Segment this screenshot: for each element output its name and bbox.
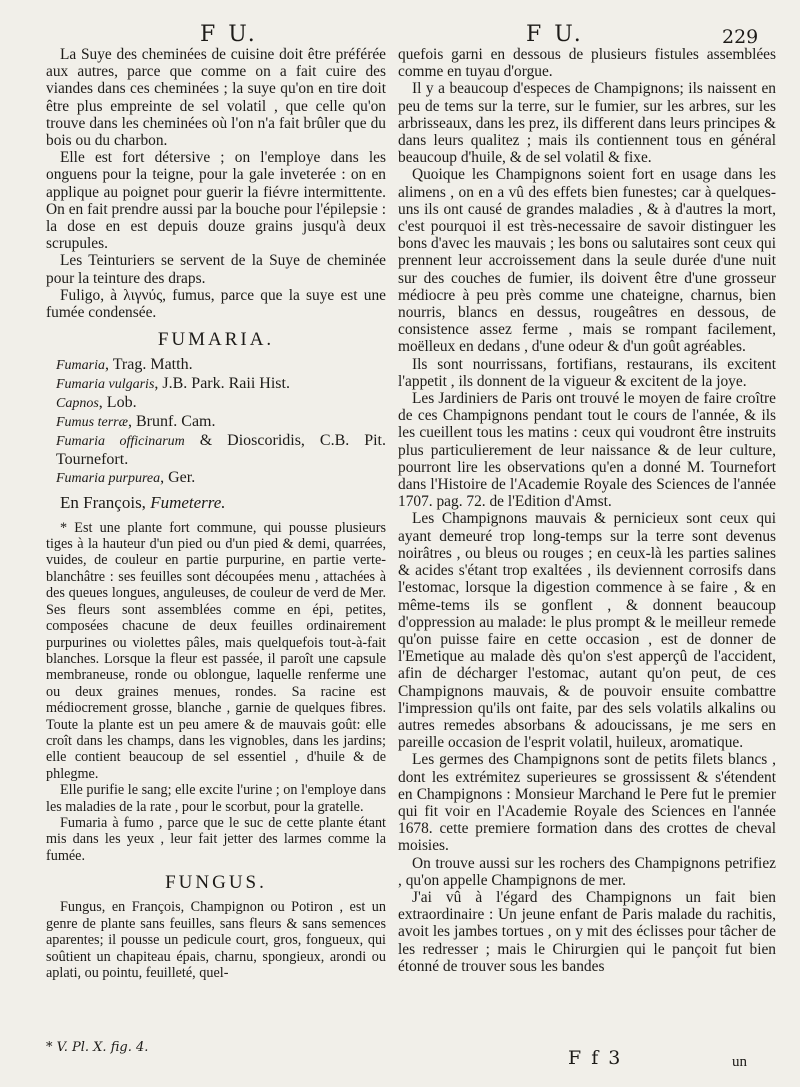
fumaria-heading: FUMARIA. (157, 329, 275, 351)
fumaria-uses: Elle purifie le sang; elle excite l'urine ; on l'employe dans les maladies de la rate , pour le scorbut, pour la gratelle. (46, 782, 386, 815)
paragraph: On trouve aussi sur les rochers des Champignons petrifiez , qu'on appelle Champignons de mer. (398, 854, 776, 889)
suye-paragraph: La Suye des cheminées de cuisine doit être préférée aux autres, parce que comme on a fait cuire des viandes dans ces cheminées ; la suye qu'on en tire doit être plus empreinte de sel volatil , que celle qu'on trouve dans les cheminées où l'on n'a fait brûler que du bois ou du charbon. (46, 46, 386, 150)
synonym-name: Fumaria officinarum (56, 434, 185, 450)
synonym-name: Fumaria purpurea (56, 471, 161, 487)
synonym-authors: , Lob. (98, 394, 137, 412)
synonym-authors: , J.B. Park. Raii Hist. (154, 375, 290, 393)
fungus-heading: FUNGUS. (165, 872, 267, 894)
synonym-line (46, 432, 386, 469)
right-column (398, 46, 776, 975)
suye-paragraph: Elle est fort détersive ; on l'employe dans les onguens pour la teigne, pour la gale inveterée : on en applique au poignet pour guerir la fiévre intermittente. On en fait prendre aussi par la bouche pour l'épilepsie : la dose en est depuis douze grains jusqu'à deux scrupules. (46, 149, 386, 253)
fumaria-description: * Est une plante fort commune, qui pousse plusieurs tiges à la hauteur d'un pied ou d'un pied & demi, quarrées, vuides, de couleur en partie purpurine, en partie verte-blanchâtre : ses feuilles sont découpées menu , attachées à des queues longues, anguleuses, de couleur de verd de Mer. Ses fleurs sont assemblées comme en épi, petites, composées chacune de deux feuilles ordinairement purpurines ou violettes pâles, mais quelquefois tout-à-fait blanches. Lorsque la fleur est passée, il paroît une capsule membraneuse, ronde ou oblongue, laquelle renferme une ou deux graines menues, rondes. Sa racine est médiocrement grosse, blanche , garnie de quelques fibres. Toute la plante est un peu amere & de mauvais goût: elle croît dans les champs, dans les vignobles, dans les jardins; elle contient beaucoup de sel essentiel , d'huile & de phlegme. (46, 519, 386, 782)
synonym-line (46, 413, 386, 432)
synonym-line (46, 394, 386, 413)
synonym-authors: , Ger. (160, 469, 196, 487)
signature-mark: F f 3 (568, 1047, 623, 1069)
synonym-line (46, 469, 386, 488)
paragraph: Les Champignons mauvais & pernicieux sont ceux qui ayant demeuré trop long-temps sur la terre sont devenus noirâtres , ou bleus ou rouges ; en ceux-là les parties salines & acides s'étant trop exaltées , ils deviennent corrosifs dans l'estomac, lorsque la digestion commence à se faire , & en même-tems ils se gonflent , & donnent beaucoup d'oppression au malade: le plus prompt & le meilleur remede qu'on puisse faire en cette occasion , est de donner de l'Emetique au malade dès qu'on s'est apperçû de l'accident, afin de décharger l'estomac, autant qu'on peut, de ces Champignons mauvais, & de pouvoir ensuite combattre l'impression qu'ils ont faite, par des sels volatils alkalins ou autres remedes absorbans & adoucissans, je me sers en pareille occasion de l'esprit volatil, huileux, aromatique. (398, 510, 776, 752)
french-label: En François, (60, 493, 146, 513)
synonym-authors: , Trag. Matth. (105, 356, 193, 374)
paragraph: Ils sont nourrissans, fortifians, restaurans, ils excitent l'appetit , ils donnent de la vigueur & excitent de la joye. (398, 355, 776, 390)
paragraph: Il y a beaucoup d'especes de Champignons; ils naissent en peu de tems sur la terre, sur le fumier, sur les arbres, sur les arbrisseaux, dans les prez, ils different dans leurs principes & dans leurs qualitez ; mais ils contiennent tous en général beaucoup d'huile, & de sel volatil & fixe. (398, 80, 776, 167)
french-name: Fumeterre. (150, 493, 226, 513)
synonym-name: Fumaria (56, 358, 105, 374)
running-head-right: F U. (526, 22, 584, 47)
fumaria-etymology: Fumaria à fumo , parce que le suc de cette plante étant mis dans les yeux , leur fait jetter des larmes comme la fumée. (46, 814, 386, 864)
synonym-authors: , Brunf. Cam. (127, 413, 216, 431)
french-name-line (46, 494, 386, 511)
catchword: un (732, 1054, 747, 1070)
synonym-name: Capnos (56, 396, 99, 412)
paragraph: Les Jardiniers de Paris ont trouvé le moyen de faire croître de ces Champignons pendant tout le cours de l'année, & ils les cueillent tous les matins : ceux qui voudront être instruits plus particulierement de leur naissance & de leur culture, pourront lire les observations qu'en a donné M. Tournefort dans l'Histoire de l'Academie Royale des Sciences de l'année 1707. pag. 72. de l'Edition d'Amst. (398, 390, 776, 511)
paragraph: Quoique les Champignons soient fort en usage dans les alimens , on en a vû des effets bien funestes; car à quelques-uns ils ont causé de grandes maladies , & à d'autres la mort, c'est pourquoi il est très-necessaire de savoir distinguer les bons d'avec les mauvais ; les bons ou salutaires sont ceux qui prennent leur accroissement dans la seule durée d'une nuit sur des couches de fumier, ils doivent être d'une grosseur médiocre à peu près comme une chateigne, charnus, bien nourris, blancs en dessus, rougeâtres en dessous, de consistence assez ferme , mais se rompant facilement, moëlleux en dedans , d'une odeur & d'un goût agréables. (398, 166, 776, 356)
synonym-line (46, 356, 386, 375)
synonym-line (46, 375, 386, 394)
synonym-name: Fumus terræ (56, 415, 128, 431)
footnote: * V. Pl. X. fig. 4. (46, 1040, 149, 1055)
paragraph: Les germes des Champignons sont de petits filets blancs , dont les extrémitez superieures se grossissent & s'étendent en Champignons : Monsieur Marchand le Pere fut le premier qui fit voir en l'Academie Royale des Sciences en l'année 1678. cette premiere formation dans des crottes de cheval moisies. (398, 751, 776, 855)
page-number: 229 (722, 26, 759, 48)
suye-etymology: Fuligo, à λιγνύς, fumus, parce que la suye est une fumée condensée. (46, 286, 386, 322)
synonym-authors: & Dioscoridis, C.B. Pit. Tournefort. (56, 432, 386, 469)
left-column (46, 46, 386, 981)
paragraph: quefois garni en dessous de plusieurs fistules assemblées comme en tuyau d'orgue. (398, 46, 776, 81)
suye-paragraph: Les Teinturiers se servent de la Suye de cheminée pour la teinture des draps. (46, 252, 386, 287)
fungus-description: Fungus, en François, Champignon ou Potiron , est un genre de plante sans feuilles, sans fleurs & sans semences aparentes; il pousse un pedicule court, gros, fongueux, qui soûtient un chapiteau épais, charnu, spongieux, arondi ou aplati, ou pointu, feuilleté, quel- (46, 899, 386, 982)
paragraph: J'ai vû à l'égard des Champignons un fait bien extraordinaire : Un jeune enfant de Paris malade du rachitis, avoit les jambes tortues , on y mit des éclisses pour tâcher de les redresser ; mais le Chirurgien qui le pançoit fut bien étonné de trouver sous les bandes (398, 888, 776, 975)
synonym-name: Fumaria vulgaris (56, 377, 155, 393)
running-head-left: F U. (200, 22, 258, 47)
